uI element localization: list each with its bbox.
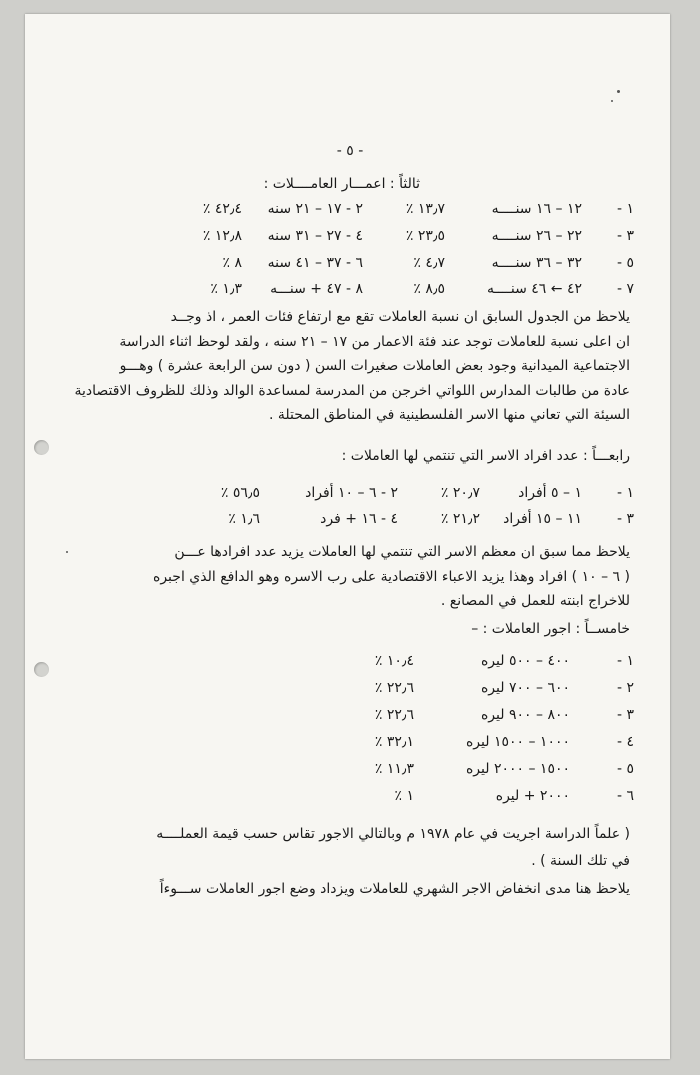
page-number: - ٥ -	[336, 143, 364, 159]
section-heading-wages: خامســاً : اجور العاملات : –	[471, 621, 630, 637]
paragraph-wages-final: يلاحظ هنا مدى انخفاض الاجر الشهري للعاملات ويزداد وضع اجور العاملات ســـوءاً	[159, 881, 630, 897]
paragraph-ages-note: يلاحظ من الجدول السابق ان نسبة العاملات تقع مع ارتفاع فئات العمر ، اذ وجــد ان اعلى نسبة للعاملات توجد عند فئة الاعمار من ١٧ – ٢١ سنه ، ولقد لوحظ اثناء الدراسة الاجتماعية الميدانية وجود بعض العاملات صغيرات السن ( دون سن الرابعة عشرة ) وهـــو عادة من طالبات المدارس اللواتي اخرجن من المدرسة لمساعدة الوالد وذلك للظروف الاقتصادية السيئة التي تعاني منها الاسر الفلسطينية في المناطق المحتلة .	[74, 309, 630, 423]
section-heading-family-size: رابعـــاً : عدد افراد الاسر التي تنتمي لها العاملات :	[341, 448, 630, 464]
paragraph-wages-footnote: ( علماً الدراسة اجريت في عام ١٩٧٨ م وبالتالي الاجور تقاس حسب قيمة العملــــه في تلك السنة ) .	[156, 826, 630, 869]
paragraph-family-note: يلاحظ مما سبق ان معظم الاسر التي تنتمي لها العاملات يزيد عدد افرادها عـــن ( ٦ – ١٠ ) افراد وهذا يزيد الاعباء الاقتصادية على رب الاسره وهو الدافع الذي اجبره للاخراج ابنته للعمل في المصانع .	[153, 544, 630, 609]
document: - ٥ - ثالثاً : اعمـــار العامــــلات : ١ - ١٢ – ١٦ سنــــه ١٣٫٧ ٪ ٢ - ١٧ – ٢١ سنه ٤٢٫٤ ٪ ٣ - ٢٢ – ٢٦ سنــــه ٢٣٫٥ ٪ ٤ - ٢٧ – ٣١ سنه ١٢٫٨ ٪ ٥ - ٣٢ – ٣٦ سنــــه ٤٫٧ ٪ ٦ - ٣٧ – ٤١ سنه ٨ ٪ ٧ - ٤٢ ← ٤٦ سنــــه ٨٫٥ ٪ ٨ - ٤٧ + سنـــه ١٫٣ ٪ يلاحظ من الجدول السابق ان نسبة العاملات تقع مع ارتفاع فئات العمر ، اذ وجــد ان اعلى نسبة للعاملات توجد عند فئة الاعمار من ١٧ – ٢١ سنه ، ولقد لوحظ اثناء الدراسة الاجتماعية الميدانية وجود بعض العاملات صغيرات السن ( دون سن الرابعة عشرة ) وهـــو عادة من طالبات المدارس اللواتي اخرجن من المدرسة لمساعدة الوالد وذلك للظروف الاقتصادية السيئة التي تعاني منها الاسر الفلسطينية في المناطق المحتلة . رابعـــاً : عدد افراد الاسر التي تنتمي لها العاملات : ١ - ١ – ٥ أفراد ٢٠٫٧ ٪ ٢ - ٦ – ١٠ أفراد ٥٦٫٥ ٪ ٣ - ١١ – ١٥ أفراد ٢١٫٢ ٪ ٤ - ١٦ + فرد ١٫٦ ٪ يلاحظ مما سبق ان معظم الاسر التي تنتمي لها العاملات يزيد عدد افرادها عـــن ( ٦ – ١٠ ) افراد وهذا يزيد الاعباء الاقتصادية على رب الاسره وهو الدافع الذي اجبره للاخراج ابنته للعمل في المصانع . خامســاً : اجور العاملات : – ١ - ٤٠٠ – ٥٠٠ ليره ١٠٫٤ ٪ ٢ - ٦٠٠ – ٧٠٠ ليره ٢٢٫٦ ٪ ٣ - ٨٠٠ – ٩٠٠ ليره ٢٢٫٦ ٪ ٤ - ١٠٠٠ – ١٥٠٠ ليره ٣٢٫١ ٪ ٥ - ١٥٠٠ – ٢٠٠٠ ليره ١١٫٣ ٪ ٦ - ٢٠٠٠ + ليره ١ ٪ ( علماً الدراسة اجريت في عام ١٩٧٨ م وبالتالي الاجور تقاس حسب قيمة العملــــه في تلك السنة ) . يلاحظ هنا مدى انخفاض الاجر الشهري للعاملات ويزداد وضع اجور العاملات ســـوءاً	[0, 0, 700, 1075]
section-heading-ages: ثالثاً : اعمـــار العامــــلات :	[263, 176, 420, 192]
